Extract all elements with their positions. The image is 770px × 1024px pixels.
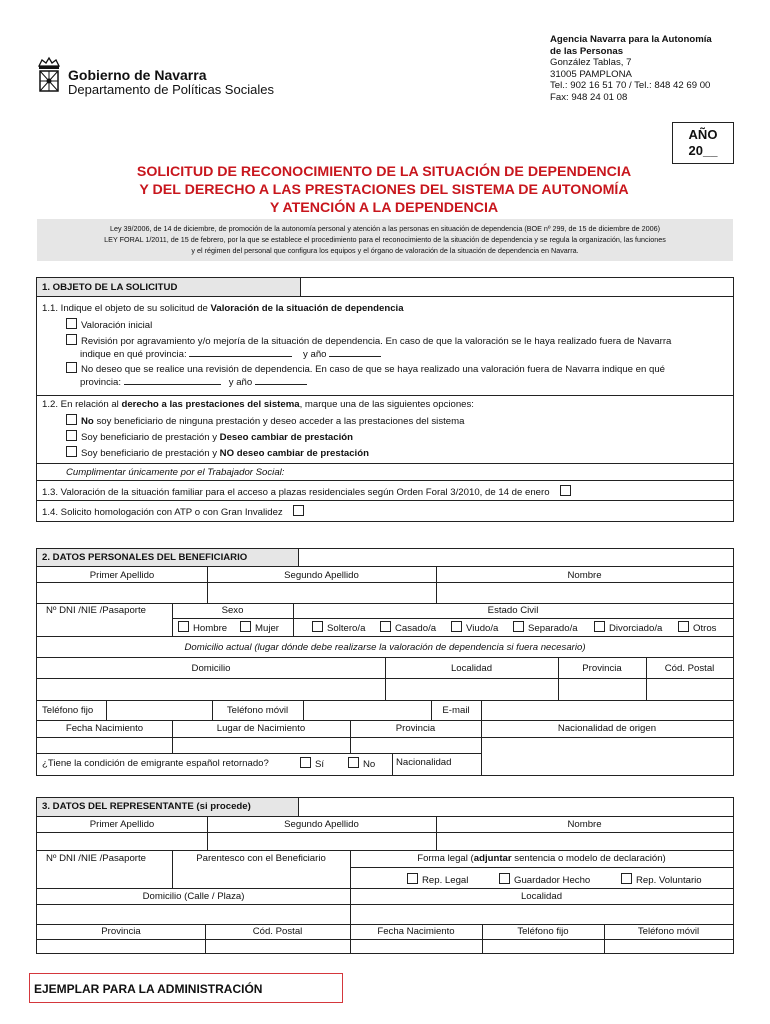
- revision-provincia-line: [80, 348, 381, 361]
- domicilio-note: Domicilio actual (lugar dónde debe realizarse la valoración de dependencia si fuera necesario): [184, 642, 586, 653]
- label-telefono-fijo: Teléfono fijo: [42, 705, 94, 716]
- option-no-revision[interactable]: [66, 362, 665, 376]
- title-line: Y DEL DERECHO A LAS PRESTACIONES DEL SISTEMA DE AUTONOMÍA: [139, 182, 629, 198]
- label-provincia: Provincia: [582, 663, 622, 674]
- label-primer-apellido: Primer Apellido: [89, 570, 155, 581]
- option-label: Divorciado/a: [609, 623, 663, 634]
- address-line: Fax: 948 24 01 08: [550, 91, 628, 103]
- section2-title: 2. DATOS PERSONALES DEL BENEFICIARIO: [42, 552, 248, 563]
- checkbox[interactable]: [178, 621, 189, 632]
- year-label: y año: [228, 377, 253, 388]
- label-nacionalidad: Nacionalidad: [396, 757, 452, 768]
- year-label: AÑO: [688, 127, 718, 142]
- label-forma-legal: [350, 853, 733, 865]
- norevision-provincia-line: [80, 376, 307, 389]
- option-label: Separado/a: [528, 623, 578, 634]
- label-parentesco: Parentesco con el Beneficiario: [196, 853, 326, 864]
- option-bold: NO deseo cambiar de prestación: [219, 448, 369, 459]
- label-provincia-nacimiento: Provincia: [395, 723, 436, 734]
- address-line: González Tablas, 7: [550, 57, 632, 68]
- option-label: Viudo/a: [466, 623, 499, 634]
- option-valoracion-inicial[interactable]: [66, 318, 152, 332]
- q13-text: 1.3. Valoración de la situación familiar para el acceso a plazas residenciales según Orden Foral 3/2010, de 14 de enero: [42, 487, 550, 498]
- label-email: E-mail: [442, 705, 470, 716]
- label-rep-nombre: Nombre: [567, 819, 602, 830]
- option-label: Soy beneficiario de prestación y: [81, 432, 220, 443]
- form-title: [90, 163, 678, 217]
- checkbox[interactable]: [513, 621, 524, 632]
- option-hombre[interactable]: [178, 621, 227, 635]
- option-label: No deseo que se realice una revisión de dependencia. En caso de que se haya realizado una valoración fuera de Navarra indique en qué: [81, 364, 666, 375]
- q11-text: 1.1. Indique el objeto de su solicitud de: [42, 303, 211, 314]
- checkbox[interactable]: [380, 621, 391, 632]
- checkbox[interactable]: [66, 430, 77, 441]
- option-label: Soy beneficiario de prestación y: [81, 448, 220, 459]
- checkbox[interactable]: [66, 318, 77, 329]
- year-input[interactable]: [329, 348, 381, 357]
- option-rep-voluntario[interactable]: [621, 873, 702, 887]
- option-si[interactable]: [300, 757, 324, 771]
- checkbox[interactable]: [621, 873, 632, 884]
- option-label: indique en qué provincia:: [80, 349, 187, 360]
- label-sexo: Sexo: [221, 605, 244, 616]
- agency-block: [550, 34, 712, 103]
- address-line: Tel.: 902 16 51 70 / Tel.: 848 42 69 00: [550, 80, 711, 91]
- checkbox[interactable]: [66, 334, 77, 345]
- checkbox[interactable]: [240, 621, 251, 632]
- title-line: SOLICITUD DE RECONOCIMIENTO DE LA SITUACIÓN DE DEPENDENCIA: [136, 164, 632, 180]
- checkbox[interactable]: [300, 757, 311, 768]
- checkbox[interactable]: [407, 873, 418, 884]
- option-bold: Deseo cambiar de prestación: [219, 432, 353, 443]
- provincia-input[interactable]: [189, 348, 292, 357]
- option-label: Sí: [315, 759, 325, 770]
- checkbox[interactable]: [293, 505, 304, 516]
- option-label: No: [363, 759, 376, 770]
- title-line: Y ATENCIÓN A LA DEPENDENCIA: [269, 200, 499, 216]
- option-bold: No: [81, 416, 94, 427]
- label-rep-primer-apellido: Primer Apellido: [89, 819, 155, 830]
- label-nombre: Nombre: [567, 570, 602, 581]
- label-rep-telefono-fijo: Teléfono fijo: [517, 926, 569, 937]
- label-rep-dni: Nº DNI /NIE /Pasaporte: [46, 853, 147, 864]
- option-label: Soltero/a: [327, 623, 366, 634]
- option-casado[interactable]: [380, 621, 436, 635]
- option-label: Guardador Hecho: [514, 875, 591, 886]
- checkbox[interactable]: [678, 621, 689, 632]
- option-mujer[interactable]: [240, 621, 279, 635]
- checkbox[interactable]: [348, 757, 359, 768]
- option-soltero[interactable]: [312, 621, 365, 635]
- department-name: Departamento de Políticas Sociales: [68, 82, 274, 97]
- option-no-beneficiario[interactable]: [66, 414, 464, 428]
- option-divorciado[interactable]: [594, 621, 662, 635]
- legal-line: LEY FORAL 1/2011, de 15 de febrero, por la que se establece el procedimiento para el reconocimiento de la situación de dependencia y se regula la organización, las funciones: [104, 235, 666, 244]
- option-separado[interactable]: [513, 621, 578, 635]
- checkbox[interactable]: [451, 621, 462, 632]
- forma-legal-suffix: sentencia o modelo de declaración): [511, 853, 666, 864]
- option-no-cambiar[interactable]: [66, 446, 369, 460]
- label-estado-civil: Estado Civil: [487, 605, 539, 616]
- year-value: 20__: [688, 143, 718, 158]
- year-input[interactable]: [255, 376, 307, 385]
- label-localidad: Localidad: [450, 663, 493, 674]
- year-label: y año: [303, 349, 327, 360]
- label-lugar-nacimiento: Lugar de Nacimiento: [216, 723, 306, 734]
- forma-legal-text: Forma legal (: [417, 853, 474, 864]
- label-rep-localidad: Localidad: [520, 891, 563, 902]
- option-cambiar[interactable]: [66, 430, 353, 444]
- option-label: soy beneficiario de ninguna prestación y deseo acceder a las prestaciones del sistema: [93, 416, 465, 427]
- question-1-3[interactable]: [42, 485, 575, 499]
- option-label: Hombre: [193, 623, 228, 634]
- q11-bold: Valoración de la situación de dependencia: [210, 303, 404, 314]
- checkbox[interactable]: [312, 621, 323, 632]
- checkbox[interactable]: [66, 362, 77, 373]
- emigrante-question: ¿Tiene la condición de emigrante español retornado?: [42, 758, 269, 769]
- section1-title: 1. OBJETO DE LA SOLICITUD: [42, 282, 178, 293]
- option-viudo[interactable]: [451, 621, 498, 635]
- q12-suffix: , marque una de las siguientes opciones:: [299, 399, 474, 410]
- option-label: Casado/a: [395, 623, 437, 634]
- legal-line: Ley 39/2006, de 14 de diciembre, de promoción de la autonomía personal y atención a las personas en situación de dependencia (BOE nº 299, de 15 de diciembre de 2006): [109, 224, 661, 233]
- address-line: 31005 PAMPLONA: [550, 68, 632, 80]
- option-label: Otros: [693, 623, 717, 634]
- question-1-4[interactable]: [42, 505, 308, 519]
- label-nacionalidad-origen: Nacionalidad de origen: [557, 723, 657, 734]
- option-no[interactable]: [348, 757, 375, 771]
- checkbox[interactable]: [66, 414, 77, 425]
- copy-label: EJEMPLAR PARA LA ADMINISTRACIÓN: [34, 982, 263, 996]
- checkbox[interactable]: [594, 621, 605, 632]
- q12-text: 1.2. En relación al: [42, 399, 122, 410]
- label-dni: Nº DNI /NIE /Pasaporte: [46, 605, 147, 616]
- org-name: Gobierno de Navarra: [68, 67, 207, 83]
- section3-title: 3. DATOS DEL REPRESENTANTE (si procede): [42, 801, 251, 812]
- label-telefono-movil: Teléfono móvil: [226, 705, 289, 716]
- label-rep-cod-postal: Cód. Postal: [252, 926, 303, 937]
- agency-line: Agencia Navarra para la Autonomía: [550, 34, 712, 45]
- label-cod-postal: Cód. Postal: [664, 663, 715, 674]
- label-rep-fecha-nacimiento: Fecha Nacimiento: [377, 926, 455, 937]
- label-fecha-nacimiento: Fecha Nacimiento: [65, 723, 144, 734]
- option-label: Valoración inicial: [81, 320, 153, 331]
- checkbox[interactable]: [560, 485, 571, 496]
- agency-line: de las Personas: [550, 45, 624, 57]
- label-rep-segundo-apellido: Segundo Apellido: [284, 819, 359, 830]
- question-1-2: [42, 399, 474, 411]
- q14-text: 1.4. Solicito homologación con ATP o con Gran Invalidez: [42, 507, 283, 518]
- legal-line: y el régimen del personal que configura los equipos y el órgano de valoración de la situación de dependencia en Navarra.: [191, 246, 579, 255]
- option-revision[interactable]: [66, 334, 671, 348]
- option-otros[interactable]: [678, 621, 716, 635]
- q12-bold: derecho a las prestaciones del sistema: [121, 399, 300, 410]
- option-label: Rep. Voluntario: [636, 875, 702, 886]
- option-label: provincia:: [80, 377, 122, 388]
- gobierno-navarra-logo: [34, 54, 64, 100]
- question-1-1: [42, 303, 404, 315]
- copy-label-box: [29, 973, 343, 1003]
- label-rep-provincia: Provincia: [101, 926, 141, 937]
- option-label: Rep. Legal: [422, 875, 469, 886]
- label-domicilio: Domicilio: [191, 663, 231, 674]
- option-label: Revisión por agravamiento y/o mejoría de la situación de dependencia. En caso de que la valoración se le haya realizado fuera de Navarra: [81, 336, 672, 347]
- option-rep-legal[interactable]: [407, 873, 468, 887]
- option-guardador[interactable]: [499, 873, 590, 887]
- label-segundo-apellido: Segundo Apellido: [284, 570, 359, 581]
- year-box[interactable]: [672, 122, 734, 164]
- label-rep-domicilio: Domicilio (Calle / Plaza): [142, 891, 245, 902]
- legal-basis-box: [37, 219, 733, 261]
- checkbox[interactable]: [66, 446, 77, 457]
- social-worker-note: Cumplimentar únicamente por el Trabajador Social:: [66, 467, 285, 478]
- checkbox[interactable]: [499, 873, 510, 884]
- forma-legal-bold: adjuntar: [473, 853, 512, 864]
- option-label: Mujer: [255, 623, 279, 634]
- provincia-input[interactable]: [124, 376, 221, 385]
- label-rep-telefono-movil: Teléfono móvil: [637, 926, 700, 937]
